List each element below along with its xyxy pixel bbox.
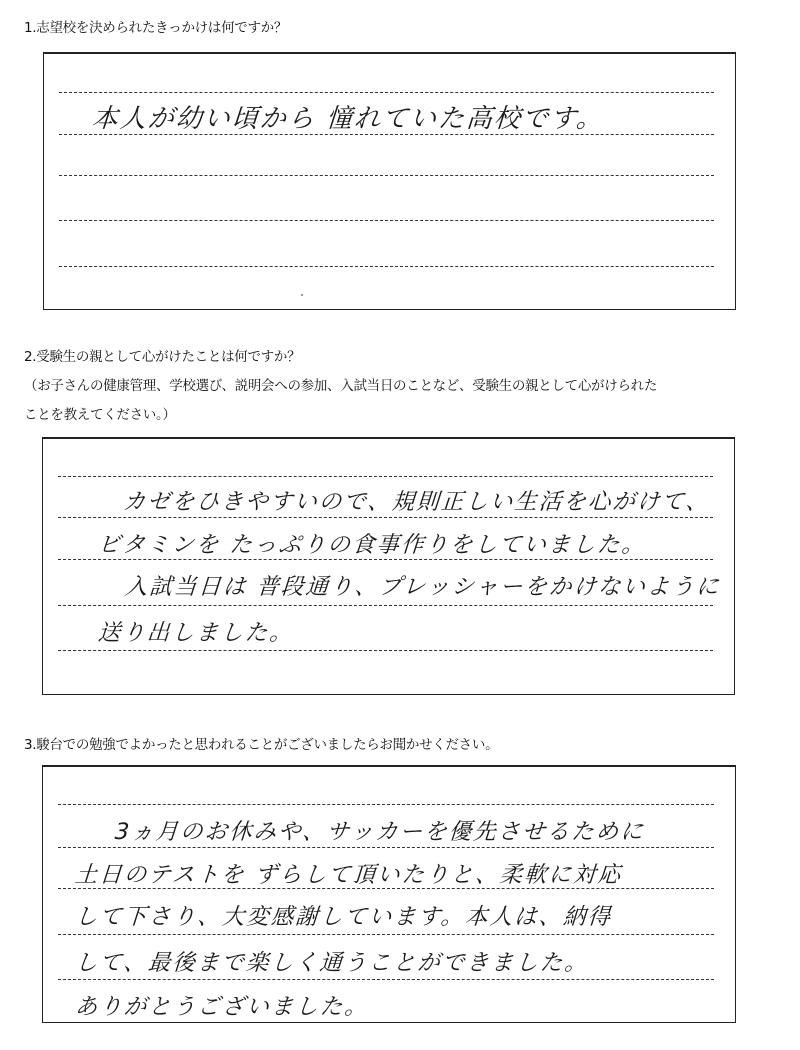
question-2-note-line-2: ことを教えてください。） xyxy=(24,407,176,423)
ruled-line xyxy=(58,476,713,477)
scan-speck xyxy=(301,294,303,296)
ruled-line xyxy=(58,517,713,518)
answer-2-line-2: ビタミンを たっぷりの食事作りをしていました。 xyxy=(96,532,647,558)
answer-3-line-5: ありがとうございました。 xyxy=(73,994,370,1020)
answer-box-2 xyxy=(42,437,735,695)
question-1-label: 1.志望校を決められたきっかけは何ですか？ xyxy=(24,20,288,36)
ruled-line xyxy=(59,92,714,93)
question-2-note-line-1: （お子さんの健康管理、学校選び、説明会への参加、入試当日のことなど、受験生の親として心がけられた xyxy=(24,378,658,394)
ruled-line xyxy=(59,220,714,221)
ruled-line xyxy=(58,559,713,560)
ruled-line xyxy=(59,266,714,267)
answer-3-line-4: して、最後まで楽しく通うことができました。 xyxy=(73,950,590,976)
ruled-line xyxy=(58,605,713,606)
ruled-line xyxy=(58,847,714,848)
answer-3-line-2: 土日のテストを ずらして頂いたりと、柔軟に対応 xyxy=(73,862,624,888)
question-2-label: 2.受験生の親として心がけたことは何ですか？ xyxy=(24,349,301,365)
answer-box-3 xyxy=(42,765,736,1023)
question-3-label: 3.駿台での勉強でよかったと思われることがございましたらお聞かせください。 xyxy=(24,737,499,753)
ruled-line xyxy=(59,175,714,176)
ruled-line xyxy=(58,979,714,980)
ruled-line xyxy=(58,934,714,935)
answer-box-1 xyxy=(43,52,736,310)
answer-2-line-4: 送り出しました。 xyxy=(96,620,295,646)
ruled-line xyxy=(58,804,714,805)
answer-1-line-1: 本人が幼い頃から 憧れていた高校です。 xyxy=(90,104,606,134)
answer-2-line-3: 入試当日は 普段通り、プレッシャーをかけないように xyxy=(123,574,722,600)
ruled-line xyxy=(58,650,713,651)
answer-2-line-1: カゼをひきやすいので、規則正しい生活を心がけて、 xyxy=(121,489,711,515)
answer-3-line-3: して下さり、大変感謝しています。本人は、納得 xyxy=(73,904,613,930)
answer-3-line-1: 3ヵ月のお休みや、サッカーを優先させるために xyxy=(113,819,646,845)
